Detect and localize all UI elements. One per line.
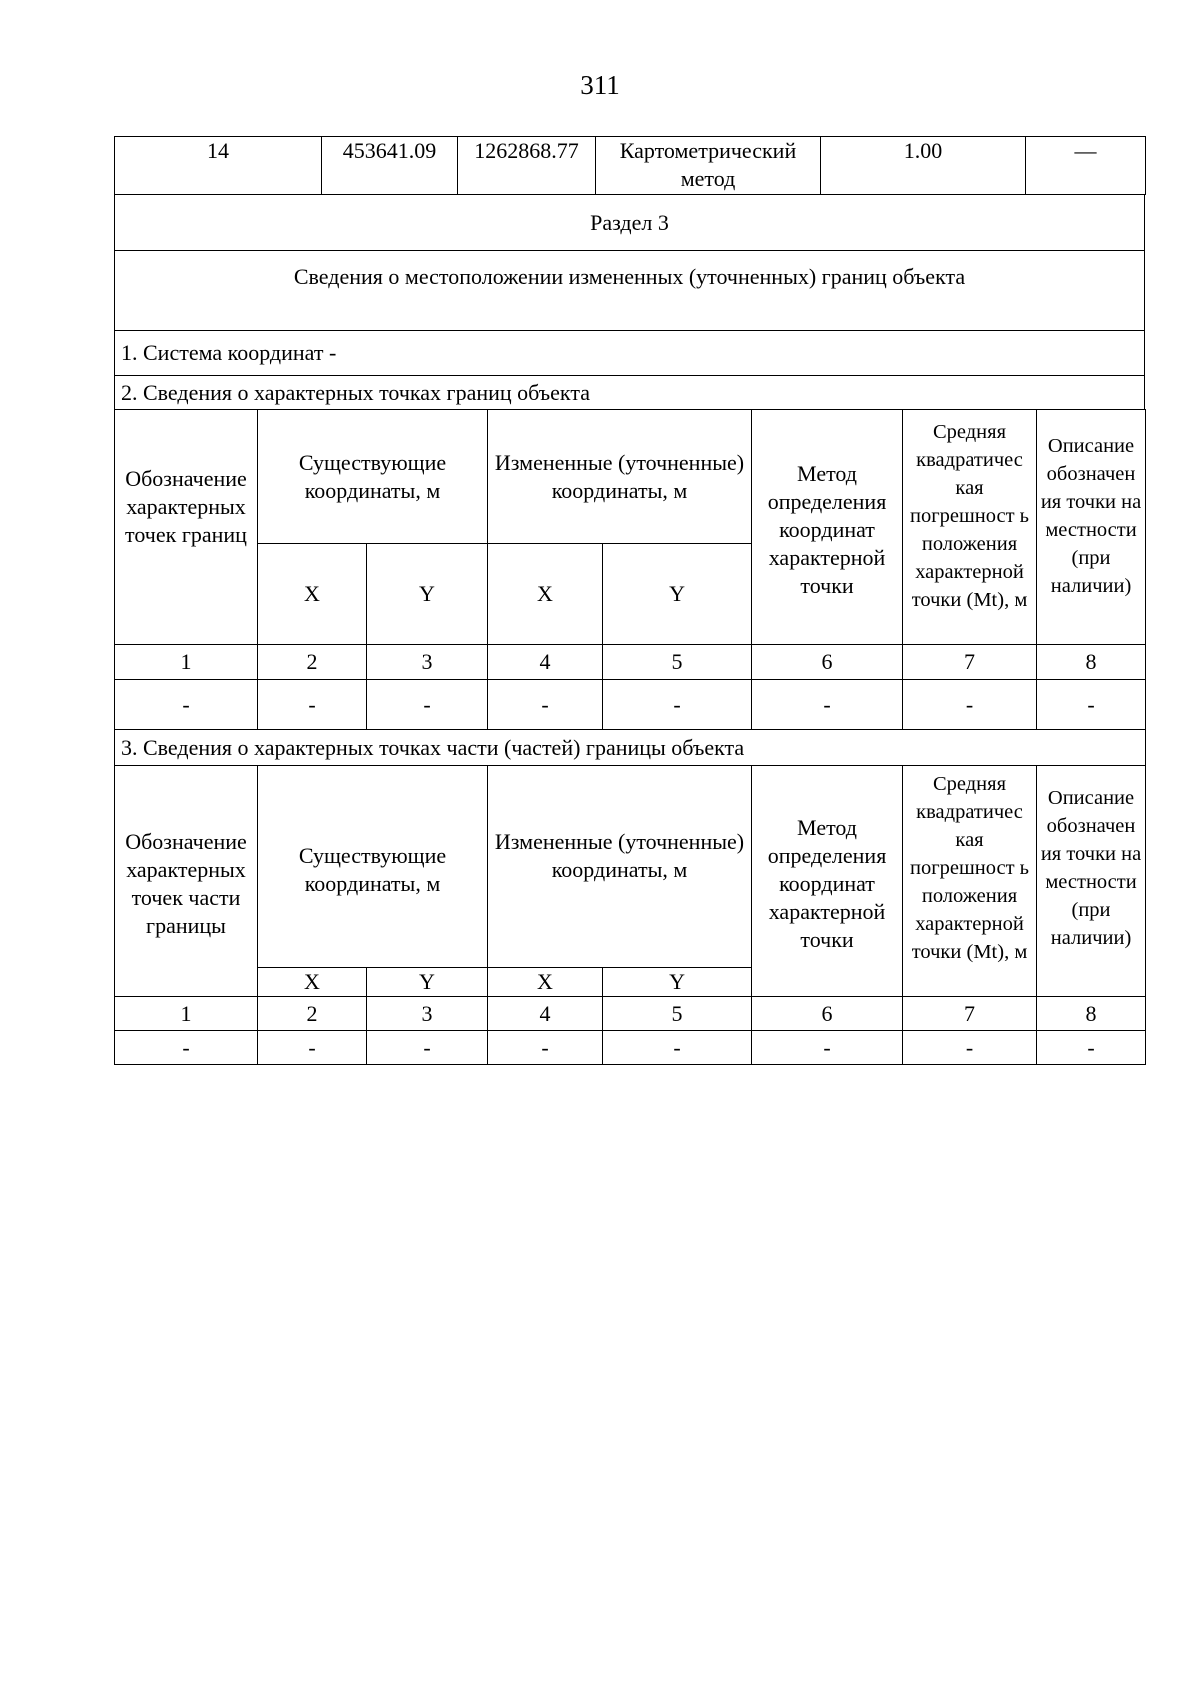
header-existing-coordinates: Существующие координаты, м	[258, 410, 488, 544]
table-cell: -	[752, 680, 903, 730]
table-cell: -	[488, 1031, 603, 1065]
boundary-points-table	[114, 409, 1146, 766]
column-number: 8	[1037, 645, 1146, 680]
cell-y: 1262868.77	[458, 137, 596, 195]
column-numbers-row	[115, 997, 1146, 1031]
page-number: 311	[580, 70, 620, 100]
header-changed-coordinates: Измененные (уточненные) координаты, м	[488, 410, 752, 544]
column-number: 1	[115, 997, 258, 1031]
column-numbers-row	[115, 645, 1146, 680]
column-number: 3	[367, 645, 488, 680]
column-number: 7	[903, 645, 1037, 680]
column-number: 1	[115, 645, 258, 680]
header-existing-y: Y	[367, 968, 488, 997]
header-designation: Обозначение характерных точек части границы	[115, 766, 258, 997]
table-cell: -	[115, 680, 258, 730]
header-existing-y: Y	[367, 544, 488, 645]
table-cell: -	[488, 680, 603, 730]
table-cell: -	[367, 680, 488, 730]
table-cell: -	[903, 1031, 1037, 1065]
header-description: Описание обозначен ия точки на местности (при наличии)	[1037, 410, 1146, 645]
column-number: 2	[258, 645, 367, 680]
column-number: 4	[488, 997, 603, 1031]
header-changed-x: X	[488, 544, 603, 645]
table-cell: -	[603, 680, 752, 730]
header-existing-coordinates: Существующие координаты, м	[258, 766, 488, 968]
header-method: Метод определения координат характерной точки	[752, 410, 903, 645]
header-existing-x: X	[258, 544, 367, 645]
column-number: 5	[603, 997, 752, 1031]
parts-heading: 3. Сведения о характерных точках части (частей) границы объекта	[115, 730, 1146, 766]
table-cell: -	[367, 1031, 488, 1065]
header-changed-coordinates: Измененные (уточненные) координаты, м	[488, 766, 752, 968]
header-changed-y: Y	[603, 544, 752, 645]
column-number: 3	[367, 997, 488, 1031]
header-existing-x: X	[258, 968, 367, 997]
boundary-parts-table	[114, 765, 1146, 1065]
section-subtitle: Сведения о местоположении измененных (уточненных) границ объекта	[115, 251, 1145, 331]
section-title: Раздел 3	[115, 195, 1145, 251]
column-number: 8	[1037, 997, 1146, 1031]
table-cell: -	[258, 680, 367, 730]
header-method: Метод определения координат характерной точки	[752, 766, 903, 997]
table-cell: -	[603, 1031, 752, 1065]
header-description: Описание обозначен ия точки на местности (при наличии)	[1037, 766, 1146, 997]
header-changed-x: X	[488, 968, 603, 997]
cell-x: 453641.09	[322, 137, 458, 195]
header-designation: Обозначение характерных точек границ	[115, 410, 258, 645]
points-heading: 2. Сведения о характерных точках границ объекта	[115, 376, 1145, 410]
previous-section-table	[114, 136, 1146, 195]
table-row	[115, 680, 1146, 730]
table-cell: -	[1037, 1031, 1146, 1065]
table-cell: -	[115, 1031, 258, 1065]
cell-error: 1.00	[821, 137, 1026, 195]
header-error: Средняя квадратичес кая погрешност ь положения характерной точки (Mt), м	[903, 410, 1037, 645]
column-number: 4	[488, 645, 603, 680]
column-number: 5	[603, 645, 752, 680]
table-cell: -	[258, 1031, 367, 1065]
coordinate-system: 1. Система координат -	[115, 331, 1145, 376]
column-number: 6	[752, 997, 903, 1031]
header-error: Средняя квадратичес кая погрешност ь положения характерной точки (Mt), м	[903, 766, 1037, 997]
table-cell: -	[752, 1031, 903, 1065]
cell-method: Картометрический метод	[596, 137, 821, 195]
cell-point-number: 14	[115, 137, 322, 195]
table-row	[115, 1031, 1146, 1065]
section-header-table	[114, 194, 1145, 410]
header-changed-y: Y	[603, 968, 752, 997]
column-number: 2	[258, 997, 367, 1031]
table-row	[115, 137, 1146, 195]
column-number: 6	[752, 645, 903, 680]
cell-description: —	[1026, 137, 1146, 195]
table-cell: -	[1037, 680, 1146, 730]
table-cell: -	[903, 680, 1037, 730]
column-number: 7	[903, 997, 1037, 1031]
